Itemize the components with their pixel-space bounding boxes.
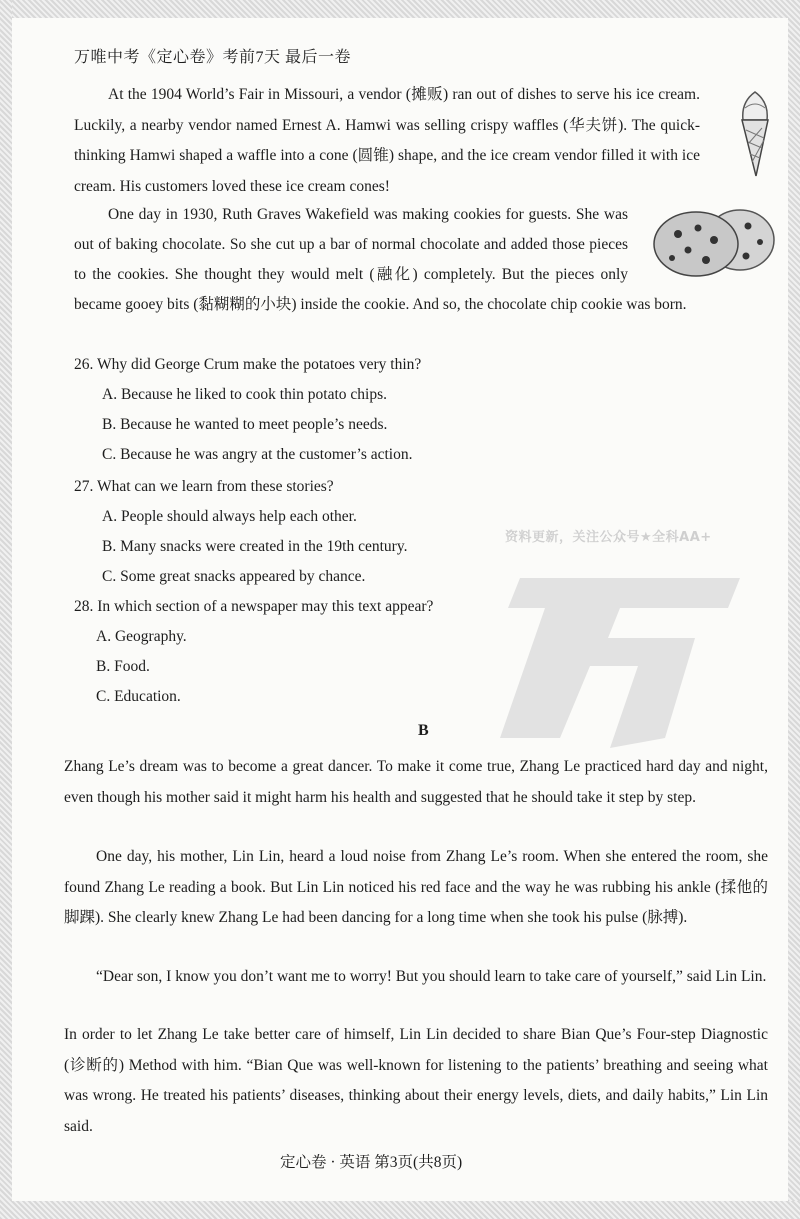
- option-28-b[interactable]: [96, 658, 150, 676]
- option-text: People should always help each other.: [120, 508, 357, 525]
- paragraph-b-2: One day, his mother, Lin Lin, heard a loud noise from Zhang Le’s room. When she entered the room, she found Zhang Le reading a book. But Lin Lin noticed his red face and the way he was rubbing his ankle (揉他的脚踝). She clearly knew Zhang Le had been dancing for a long time when she took his pulse (脉搏).: [64, 848, 768, 926]
- option-letter: A.: [102, 508, 118, 525]
- option-text: Education.: [114, 688, 181, 705]
- question-text: What can we learn from these stories?: [96, 478, 334, 495]
- page-header: 万唯中考《定心卷》考前7天 最后一卷: [74, 49, 352, 66]
- option-letter: C.: [102, 568, 117, 585]
- question-number: 26.: [74, 356, 94, 373]
- section-heading-b: B: [418, 722, 429, 739]
- paragraph-b-3: “Dear son, I know you don’t want me to worry! But you should learn to take care of yourself,” said Lin Lin.: [96, 968, 767, 985]
- scan-edge-bottom: [0, 1201, 800, 1219]
- option-letter: B.: [102, 416, 117, 433]
- question-26: [74, 356, 421, 374]
- paragraph-b-1: Zhang Le’s dream was to become a great dancer. To make it come true, Zhang Le practiced hard day and night, even though his mother said it might harm his health and suggested that he should take it step by step.: [64, 758, 768, 806]
- watermark-text: 资料更新，关注公众号★全科AA+: [505, 530, 712, 545]
- paragraph-b-4: In order to let Zhang Le take better care of himself, Lin Lin decided to share Bian Que’s Four-step Diagnostic (诊断的) Method with him. “Bian Que was well-known for listening to the patients’ breathing and seeing what was wrong. He treated his patients’ diseases, thinking about their energy levels, diets, and daily habits,” Lin Lin said.: [64, 1026, 768, 1135]
- question-28: [74, 598, 433, 616]
- option-letter: C.: [96, 688, 111, 705]
- question-text: In which section of a newspaper may this text appear?: [97, 598, 434, 615]
- option-28-a[interactable]: [96, 628, 187, 646]
- option-27-a[interactable]: [102, 508, 357, 526]
- question-27: [74, 478, 334, 496]
- paragraph-chocolate-chip-cookie-text: One day in 1930, Ruth Graves Wakefield was making cookies for guests. She was out of baking chocolate. So she cut up a bar of normal chocolate and added those pieces to the cookies. She thought they would melt (融化) completely. But the pieces only became gooey bits (黏糊糊的小块) inside the cookie. And so, the chocolate chip cookie was born.: [74, 206, 687, 313]
- scan-edge-top: [0, 0, 800, 18]
- option-letter: A.: [96, 628, 112, 645]
- option-26-c[interactable]: [102, 446, 412, 464]
- option-26-b[interactable]: [102, 416, 387, 434]
- option-letter: B.: [96, 658, 111, 675]
- option-text: Because he was angry at the customer’s action.: [120, 446, 413, 463]
- option-letter: C.: [102, 446, 117, 463]
- option-letter: B.: [102, 538, 117, 555]
- option-letter: A.: [102, 386, 118, 403]
- scan-edge-right: [788, 0, 800, 1219]
- paragraph-chocolate-chip-cookie: [74, 200, 774, 320]
- watermark-logo: [490, 538, 780, 748]
- paragraph-ice-cream-cone: At the 1904 World’s Fair in Missouri, a vendor (摊贩) ran out of dishes to serve his ice cream. Luckily, a nearby vendor named Ernest A. Hamwi was selling crispy waffles (华夫饼). The quick-thinking Hamwi shaped a waffle into a cone (圆锥) shape, and the ice cream vendor filled it with ice cream. His customers loved these ice cream cones!: [74, 86, 700, 195]
- question-number: 28.: [74, 598, 94, 615]
- cookie-image-wrap: [628, 200, 774, 288]
- option-28-c[interactable]: [96, 688, 181, 706]
- option-text: Geography.: [114, 628, 187, 645]
- ice-cream-cone-icon: [733, 86, 777, 178]
- option-text: Food.: [114, 658, 150, 675]
- option-text: Because he liked to cook thin potato chips.: [120, 386, 387, 403]
- option-27-c[interactable]: [102, 568, 365, 586]
- page-footer: 定心卷 · 英语 第3页(共8页): [280, 1154, 463, 1171]
- question-text: Why did George Crum make the potatoes very thin?: [96, 356, 422, 373]
- option-27-b[interactable]: [102, 538, 407, 556]
- option-text: Many snacks were created in the 19th century.: [120, 538, 408, 555]
- scan-edge-left: [0, 0, 12, 1219]
- question-number: 27.: [74, 478, 94, 495]
- option-text: Some great snacks appeared by chance.: [120, 568, 366, 585]
- option-text: Because he wanted to meet people’s needs.: [120, 416, 388, 433]
- option-26-a[interactable]: [102, 386, 387, 404]
